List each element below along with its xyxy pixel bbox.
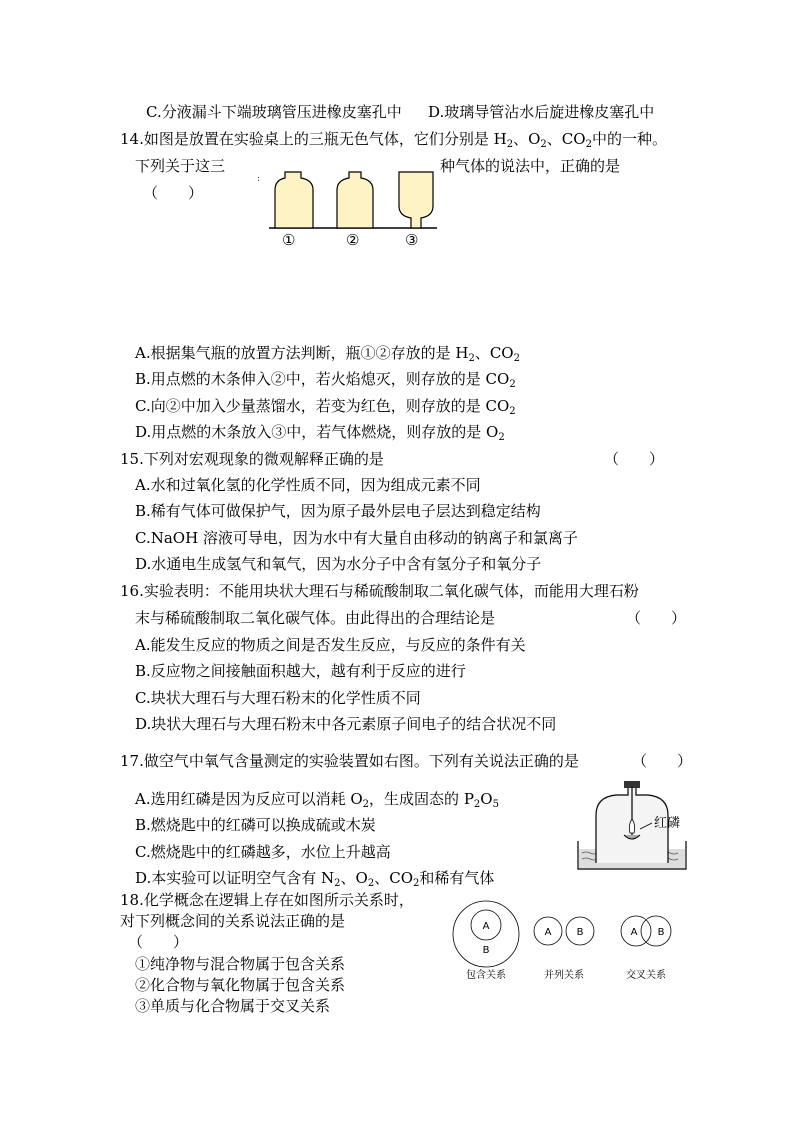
q17-option-d: D.本实验可以证明空气含有 $N_2$、$O_2$、$CO_2$和稀有气体 [135,869,495,889]
bottle-label-3: ③ [405,231,419,249]
q15-answer-blank: （ ） [604,450,665,468]
include-a-label: A [482,921,490,932]
q15-option-a: A.水和过氧化氢的化学性质不同，因为组成元素不同 [135,476,481,494]
parallel-a-label: A [544,927,552,938]
q14-option-d: D.用点燃的木条放入③中，若气体燃烧，则存放的是 $O_2$ [135,423,505,443]
q17-option-c: C.燃烧匙中的红磷越多，水位上升越高 [135,843,391,861]
q16-option-d: D.块状大理石与大理石粉末中各元素原子间电子的结合状况不同 [135,715,557,733]
bottle-3-icon [399,172,433,228]
concept-relationship-diagram [450,898,680,982]
q14-option-b: B.用点燃的木条伸入②中，若火焰熄灭，则存放的是 $CO_2$ [135,370,516,390]
q18-item-2: ②化合物与氧化物属于包含关系 [135,976,346,994]
q16-option-c: C.块状大理石与大理石粉末的化学性质不同 [135,689,421,707]
q17-option-a: A.选用红磷是因为反应可以消耗 $O_2$，生成固态的 $P_2O_5$ [135,790,499,810]
bottle-label-2: ② [346,231,360,249]
q17-answer-blank: （ ） [632,752,693,770]
q13-option-c: C.分液漏斗下端玻璃管压进橡皮塞孔中 [146,103,402,121]
parallel-b-label: B [576,927,584,938]
q14-option-a: A.根据集气瓶的放置方法判断，瓶①②存放的是 $H_2$、$CO_2$ [135,344,520,364]
q16-stem-line2: 末与稀硫酸制取二氧化碳气体。由此得出的合理结论是 [135,609,496,627]
q14-option-c: C.向②中加入少量蒸馏水，若变为红色，则存放的是 $CO_2$ [135,397,516,417]
q15-option-b: B.稀有气体可做保护气，因为原子最外层电子层达到稳定结构 [135,502,541,520]
q14-stem-line2-left: 下列关于这三 [135,157,226,175]
q14-answer-blank: （ ） [143,184,204,202]
bottle-2-icon [337,172,373,228]
q18-stem-line2: 对下列概念间的关系说法正确的是 [120,912,346,930]
q17-option-b: B.燃烧匙中的红磷可以换成硫或木炭 [135,816,376,834]
q14-stem: 14.如图是放置在实验桌上的三瓶无色气体，它们分别是 $H_2$、$O_2$、$CO_2$中的一种。 [120,130,667,150]
include-b-label: B [482,945,490,956]
parallel-caption: 并列关系 [544,970,584,981]
red-phosphorus-label: 红磷 [654,816,681,831]
cross-b-label: B [657,927,665,938]
stopper [624,781,640,788]
cross-caption: 交叉关系 [626,970,666,981]
q15-stem: 15.下列对宏观现象的微观解释正确的是 [120,450,384,468]
q16-stem-line1: 16.实验表明：不能用块状大理石与稀硫酸制取二氧化碳气体，而能用大理石粉 [120,582,639,600]
bottle-label-1: ① [282,231,296,249]
q15-option-d: D.水通电生成氢气和氧气，因为水分子中含有氢分子和氧分子 [135,555,542,573]
q18-answer-blank: （ ） [128,933,189,951]
q17-stem: 17.做空气中氧气含量测定的实验装置如右图。下列有关说法正确的是 [120,752,579,770]
q15-option-c: C.NaOH 溶液可导电，因为水中有大量自由移动的钠离子和氯离子 [135,529,578,547]
q16-option-b: B.反应物之间接触面积越大，越有利于反应的进行 [135,662,466,680]
figure-mark: : [257,174,261,184]
q18-item-3: ③单质与化合物属于交叉关系 [135,997,331,1015]
bottle-1-icon [275,172,313,228]
q16-option-a: A.能发生反应的物质之间是否发生反应，与反应的条件有关 [135,636,526,654]
cross-circle-b [641,916,671,946]
q14-stem-line2-right: 种气体的说法中，正确的是 [440,157,621,175]
cross-a-label: A [630,927,638,938]
q16-answer-blank: （ ） [626,609,687,627]
circle-b-outer [453,901,519,967]
q13-option-d: D.玻璃导管沾水后旋进橡皮塞孔中 [428,103,655,121]
q18-item-1: ①纯净物与混合物属于包含关系 [135,955,346,973]
include-caption: 包含关系 [466,970,506,981]
q18-stem-line1: 18.化学概念在逻辑上存在如图所示关系时， [120,891,414,909]
